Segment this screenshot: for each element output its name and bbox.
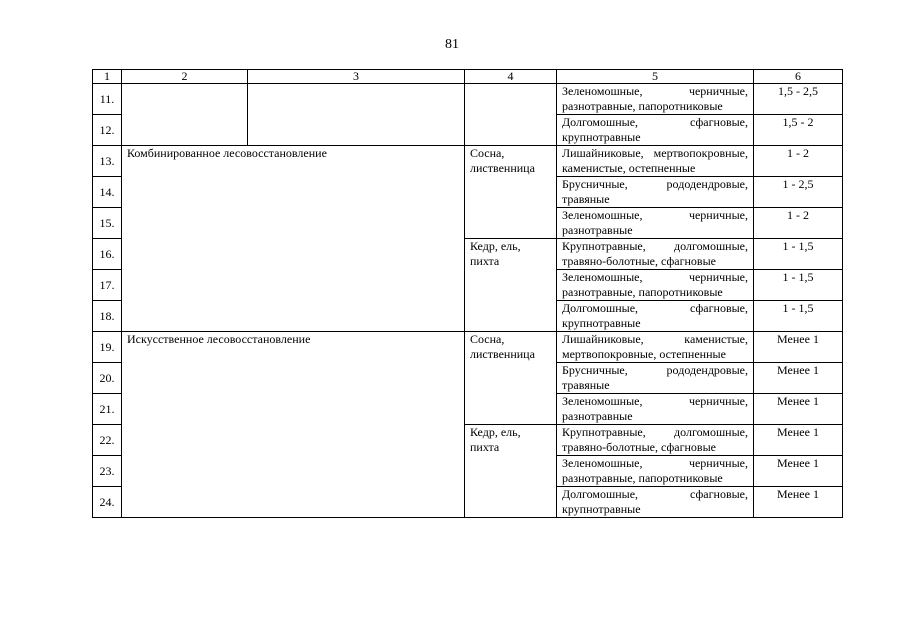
row-number: 12. — [93, 115, 122, 146]
column-header: 4 — [465, 70, 557, 84]
forest-type: Брусничные, рододендровые, травяные — [557, 177, 754, 208]
forest-restoration-table — [92, 69, 843, 518]
forest-type: Долгомошные, сфагновые, крупнотравные — [557, 301, 754, 332]
row-number: 16. — [93, 239, 122, 270]
row-number: 21. — [93, 394, 122, 425]
row-number: 17. — [93, 270, 122, 301]
tree-species: Кедр, ель, пихта — [465, 425, 557, 518]
forest-type: Долгомошные, сфагновые, крупнотравные — [557, 115, 754, 146]
tree-species: Сосна, лиственница — [465, 332, 557, 425]
forest-type: Брусничные, рододендровые, травяные — [557, 363, 754, 394]
forest-type: Зеленомошные, черничные, разнотравные, папоротниковые — [557, 270, 754, 301]
table-row — [93, 84, 843, 115]
column-header: 1 — [93, 70, 122, 84]
page-number: 81 — [445, 37, 459, 52]
row-number: 20. — [93, 363, 122, 394]
forest-type: Зеленомошные, черничные, разнотравные, папоротниковые — [557, 456, 754, 487]
restoration-method: Искусственное лесовосстановление — [122, 332, 465, 518]
restoration-method: Комбинированное лесовосстановление — [122, 146, 465, 332]
row-number: 13. — [93, 146, 122, 177]
column-header: 6 — [754, 70, 843, 84]
forest-type: Крупнотравные, долгомошные, травяно-болотные, сфагновые — [557, 425, 754, 456]
value-range: Менее 1 — [754, 332, 843, 363]
column-header: 5 — [557, 70, 754, 84]
value-range: 1 - 1,5 — [754, 270, 843, 301]
value-range: 1,5 - 2,5 — [754, 84, 843, 115]
table-row — [93, 332, 843, 363]
table-row — [93, 146, 843, 177]
value-range: 1 - 1,5 — [754, 301, 843, 332]
column-header: 3 — [248, 70, 465, 84]
row-number: 23. — [93, 456, 122, 487]
empty-cell — [248, 84, 465, 146]
forest-type: Зеленомошные, черничные, разнотравные, папоротниковые — [557, 84, 754, 115]
empty-cell — [122, 84, 248, 146]
forest-type: Крупнотравные, долгомошные, травяно-болотные, сфагновые — [557, 239, 754, 270]
value-range: 1 - 2,5 — [754, 177, 843, 208]
value-range: 1,5 - 2 — [754, 115, 843, 146]
forest-type: Зеленомошные, черничные, разнотравные — [557, 394, 754, 425]
value-range: Менее 1 — [754, 394, 843, 425]
row-number: 19. — [93, 332, 122, 363]
row-number: 15. — [93, 208, 122, 239]
value-range: 1 - 2 — [754, 208, 843, 239]
forest-type: Лишайниковые, каменистые, мертвопокровные, остепненные — [557, 332, 754, 363]
value-range: Менее 1 — [754, 363, 843, 394]
row-number: 22. — [93, 425, 122, 456]
tree-species: Сосна, лиственница — [465, 146, 557, 239]
column-header: 2 — [122, 70, 248, 84]
value-range: Менее 1 — [754, 425, 843, 456]
value-range: Менее 1 — [754, 456, 843, 487]
tree-species — [465, 84, 557, 146]
value-range: 1 - 1,5 — [754, 239, 843, 270]
row-number: 18. — [93, 301, 122, 332]
row-number: 14. — [93, 177, 122, 208]
column-number-row — [93, 70, 843, 84]
forest-type: Зеленомошные, черничные, разнотравные — [557, 208, 754, 239]
row-number: 11. — [93, 84, 122, 115]
forest-type: Долгомошные, сфагновые, крупнотравные — [557, 487, 754, 518]
value-range: Менее 1 — [754, 487, 843, 518]
value-range: 1 - 2 — [754, 146, 843, 177]
tree-species: Кедр, ель, пихта — [465, 239, 557, 332]
row-number: 24. — [93, 487, 122, 518]
forest-type: Лишайниковые, мертвопокровные, каменистые, остепненные — [557, 146, 754, 177]
